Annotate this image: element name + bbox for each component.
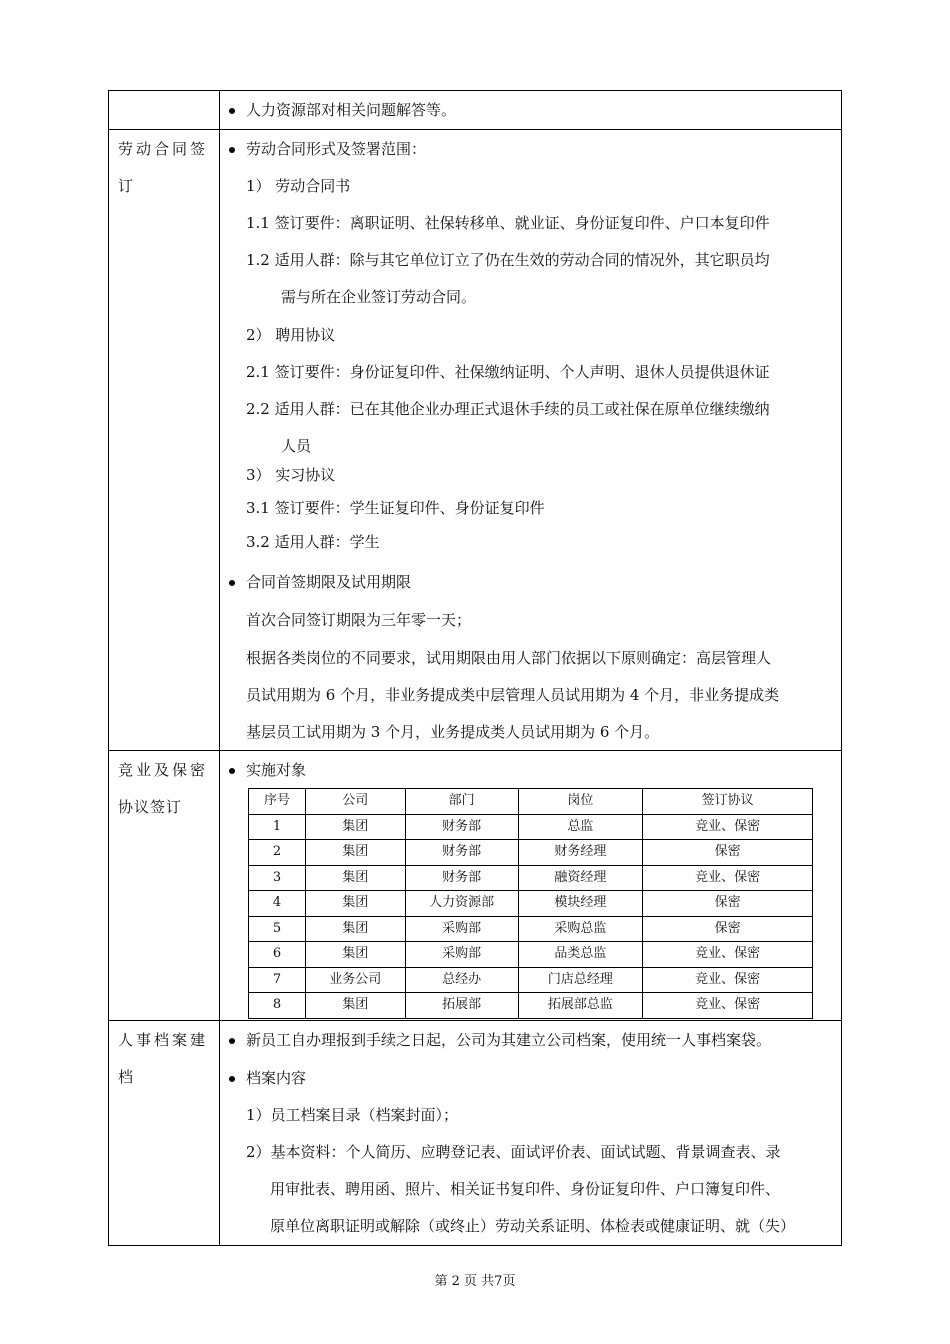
table-cell: 模块经理 bbox=[518, 891, 643, 917]
table-row bbox=[249, 942, 813, 968]
contract-label-cont: 订 bbox=[118, 177, 137, 195]
archive-line: 1）员工档案目录（档案封面）； bbox=[246, 1106, 459, 1124]
table-row bbox=[249, 916, 813, 942]
archive-label-cont: 档 bbox=[118, 1068, 137, 1086]
bullet-icon bbox=[229, 1038, 235, 1044]
archive-line: 用审批表、聘用函、照片、相关证书复印件、身份证复印件、户口簿复印件、 bbox=[270, 1180, 781, 1198]
table-cell: 集团 bbox=[305, 942, 405, 968]
table-cell: 保密 bbox=[643, 891, 813, 917]
table-cell: 7 bbox=[249, 967, 306, 993]
page-footer: 第 2 页 共7页 bbox=[434, 1274, 516, 1289]
table-cell: 采购总监 bbox=[518, 916, 643, 942]
table-cell: 融资经理 bbox=[518, 865, 643, 891]
archive-line: 2）基本资料：个人简历、应聘登记表、面试评价表、面试试题、背景调查表、录 bbox=[246, 1143, 781, 1161]
archive-bullet-2: 档案内容 bbox=[246, 1069, 307, 1087]
contract-line: 1） 劳动合同书 bbox=[246, 177, 351, 195]
bullet-icon bbox=[229, 580, 235, 586]
contract-line: 首次合同签订期限为三年零一天； bbox=[246, 611, 472, 629]
table-cell: 保密 bbox=[643, 916, 813, 942]
table-cell: 1 bbox=[249, 814, 306, 840]
table-cell: 竞业、保密 bbox=[643, 942, 813, 968]
contract-bullet-2: 合同首签期限及试用期限 bbox=[246, 573, 412, 591]
header-cell: 公司 bbox=[305, 789, 405, 815]
table-cell: 3 bbox=[249, 865, 306, 891]
table-cell: 竞业、保密 bbox=[643, 865, 813, 891]
table-cell: 集团 bbox=[305, 814, 405, 840]
row-divider bbox=[108, 1020, 842, 1021]
header-cell: 序号 bbox=[249, 789, 306, 815]
column-divider bbox=[219, 90, 220, 1246]
noncompete-label: 竞业及保密 bbox=[118, 761, 209, 779]
contract-bullet-1: 劳动合同形式及签署范围： bbox=[246, 140, 427, 158]
table-row bbox=[249, 993, 813, 1019]
table-cell: 总经办 bbox=[405, 967, 518, 993]
archive-label: 人事档案建 bbox=[118, 1031, 209, 1049]
table-cell: 6 bbox=[249, 942, 306, 968]
contract-line: 基层员工试用期为 3 个月，业务提成类人员试用期为 6 个月。 bbox=[246, 723, 660, 741]
table-cell: 集团 bbox=[305, 840, 405, 866]
contract-line: 1.1 签订要件：离职证明、社保转移单、就业证、身份证复印件、户口本复印件 bbox=[246, 214, 770, 232]
archive-line: 原单位离职证明或解除（或终止）劳动关系证明、体检表或健康证明、就（失） bbox=[270, 1217, 796, 1235]
noncompete-bullet: 实施对象 bbox=[246, 761, 307, 779]
bullet-icon bbox=[229, 768, 235, 774]
contract-line: 2.1 签订要件：身份证复印件、社保缴纳证明、个人声明、退休人员提供退休证 bbox=[246, 363, 770, 381]
contract-line: 3） 实习协议 bbox=[246, 466, 336, 484]
contract-line: 3.2 适用人群：学生 bbox=[246, 533, 380, 551]
header-cell: 部门 bbox=[405, 789, 518, 815]
table-cell: 集团 bbox=[305, 891, 405, 917]
table-cell: 保密 bbox=[643, 840, 813, 866]
contract-line: 2） 聘用协议 bbox=[246, 326, 336, 344]
contract-line: 需与所在企业签订劳动合同。 bbox=[281, 288, 477, 306]
row-divider bbox=[108, 129, 842, 130]
table-cell: 2 bbox=[249, 840, 306, 866]
table-row bbox=[249, 891, 813, 917]
table-cell: 竞业、保密 bbox=[643, 967, 813, 993]
table-cell: 财务部 bbox=[405, 840, 518, 866]
table-row bbox=[249, 840, 813, 866]
table-cell: 品类总监 bbox=[518, 942, 643, 968]
contract-line: 3.1 签订要件：学生证复印件、身份证复印件 bbox=[246, 499, 545, 517]
table-header-row bbox=[249, 789, 813, 815]
contract-line: 根据各类岗位的不同要求，试用期限由用人部门依据以下原则确定：高层管理人 bbox=[246, 649, 772, 667]
table-cell: 人力资源部 bbox=[405, 891, 518, 917]
table-cell: 竞业、保密 bbox=[643, 993, 813, 1019]
contract-line: 员试用期为 6 个月，非业务提成类中层管理人员试用期为 4 个月，非业务提成类 bbox=[246, 686, 780, 704]
noncompete-label-cont: 协议签订 bbox=[118, 798, 183, 816]
table-cell: 竞业、保密 bbox=[643, 814, 813, 840]
table-row bbox=[249, 967, 813, 993]
table-cell: 集团 bbox=[305, 865, 405, 891]
row-divider bbox=[108, 750, 842, 751]
archive-bullet-1: 新员工自办理报到手续之日起，公司为其建立公司档案，使用统一人事档案袋。 bbox=[246, 1031, 772, 1049]
table-cell: 业务公司 bbox=[305, 967, 405, 993]
table-cell: 总监 bbox=[518, 814, 643, 840]
table-cell: 集团 bbox=[305, 993, 405, 1019]
bullet-icon bbox=[229, 108, 235, 114]
header-cell: 签订协议 bbox=[643, 789, 813, 815]
table-cell: 采购部 bbox=[405, 916, 518, 942]
bullet-icon bbox=[229, 1076, 235, 1082]
noncompete-table bbox=[248, 788, 813, 1019]
table-cell: 5 bbox=[249, 916, 306, 942]
table-cell: 拓展部 bbox=[405, 993, 518, 1019]
table-row bbox=[249, 865, 813, 891]
table-cell: 集团 bbox=[305, 916, 405, 942]
table-cell: 财务部 bbox=[405, 814, 518, 840]
row0-text: 人力资源部对相关问题解答等。 bbox=[246, 101, 457, 119]
table-cell: 拓展部总监 bbox=[518, 993, 643, 1019]
table-cell: 财务经理 bbox=[518, 840, 643, 866]
table-cell: 门店总经理 bbox=[518, 967, 643, 993]
bullet-icon bbox=[229, 147, 235, 153]
table-cell: 财务部 bbox=[405, 865, 518, 891]
contract-line: 2.2 适用人群：已在其他企业办理正式退休手续的员工或社保在原单位继续缴纳 bbox=[246, 400, 770, 418]
table-cell: 8 bbox=[249, 993, 306, 1019]
table-row bbox=[249, 814, 813, 840]
contract-label: 劳动合同签 bbox=[118, 140, 209, 158]
contract-line: 1.2 适用人群：除与其它单位订立了仍在生效的劳动合同的情况外，其它职员均 bbox=[246, 251, 770, 269]
table-cell: 4 bbox=[249, 891, 306, 917]
contract-line: 人员 bbox=[281, 437, 312, 455]
header-cell: 岗位 bbox=[518, 789, 643, 815]
table-cell: 采购部 bbox=[405, 942, 518, 968]
